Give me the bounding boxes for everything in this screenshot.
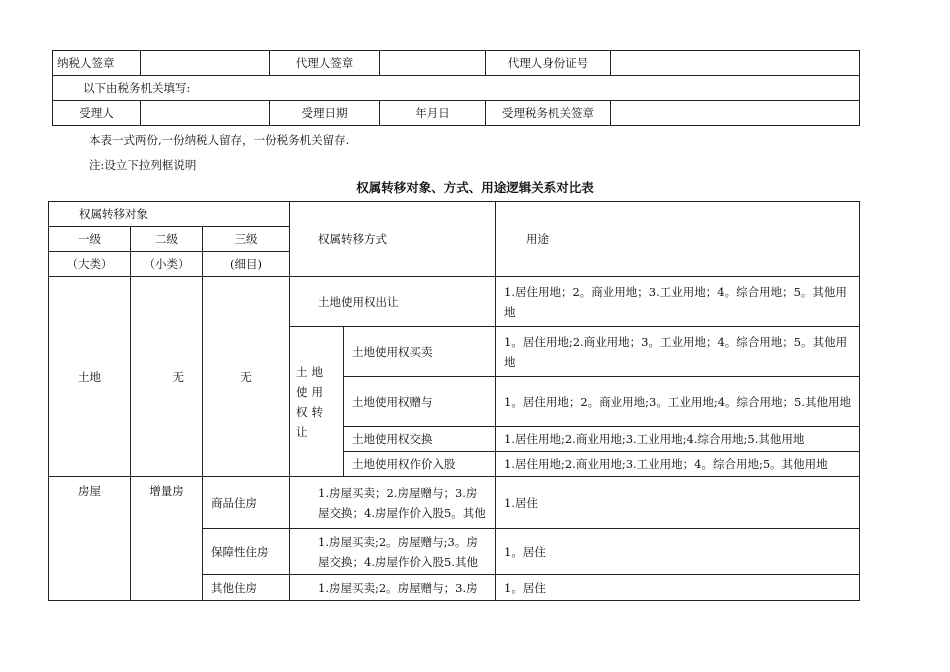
agent-id-field[interactable]	[611, 51, 860, 76]
land-transfer-group: 土地使用权转让	[290, 327, 344, 477]
land-transfer-use: 1.居住用地;2.商业用地;3.工业用地；4。综合用地;5。其他用地	[496, 452, 860, 477]
land-transfer-method: 土地使用权交换	[344, 427, 496, 452]
house-use: 1.居住	[496, 477, 860, 529]
house-level1: 房屋	[49, 477, 131, 601]
house-use: 1。居住	[496, 575, 860, 601]
dropdown-note: 注:设立下拉列框说明	[89, 158, 197, 172]
agent-seal-label: 代理人签章	[270, 51, 380, 76]
signature-form-table	[52, 50, 860, 126]
receive-date-field[interactable]: 年月日	[380, 101, 486, 126]
tax-office-seal-field[interactable]	[611, 101, 860, 126]
header-method: 权属转移方式	[290, 202, 496, 277]
land-transfer-method: 土地使用权买卖	[344, 327, 496, 377]
land-transfer-use: 1.居住用地;2.商业用地;3.工业用地;4.综合用地;5.其他用地	[496, 427, 860, 452]
header-level1-sub: （大类）	[49, 252, 131, 277]
land-sale-method: 土地使用权出让	[290, 277, 496, 327]
header-level3: 三级	[203, 227, 290, 252]
tax-office-seal-label: 受理税务机关签章	[486, 101, 611, 126]
agent-seal-field[interactable]	[380, 51, 486, 76]
house-level3: 其他住房	[203, 575, 290, 601]
receiver-field[interactable]	[141, 101, 270, 126]
land-transfer-use: 1。居住用地；2。商业用地;3。工业用地;4。综合用地；5.其他用地	[496, 377, 860, 427]
receive-date-label: 受理日期	[270, 101, 380, 126]
house-method: 1.房屋买卖;2。房屋赠与;3。房屋交换；4.房屋作价入股5.其他	[290, 529, 496, 575]
taxpayer-seal-field[interactable]	[141, 51, 270, 76]
land-level1: 土地	[49, 277, 131, 477]
comparison-table	[48, 201, 860, 601]
land-transfer-use: 1。居住用地;2.商业用地；3。工业用地；4。综合用地；5。其他用地	[496, 327, 860, 377]
house-level2: 增量房	[131, 477, 203, 601]
land-transfer-method: 土地使用权赠与	[344, 377, 496, 427]
land-level3: 无	[203, 277, 290, 477]
table-title: 权属转移对象、方式、用途逻辑关系对比表	[356, 180, 594, 195]
header-level2-sub: （小类）	[131, 252, 203, 277]
copies-note: 本表一式两份,一份纳税人留存，一份税务机关留存.	[89, 133, 350, 147]
house-use: 1。居住	[496, 529, 860, 575]
taxpayer-seal-label: 纳税人签章	[53, 51, 141, 76]
house-level3: 商品住房	[203, 477, 290, 529]
land-level2: 无	[131, 277, 203, 477]
house-method: 1.房屋买卖;2。房屋赠与；3.房	[290, 575, 496, 601]
land-transfer-method: 土地使用权作价入股	[344, 452, 496, 477]
agent-id-label: 代理人身份证号	[486, 51, 611, 76]
tax-office-fill-note: 以下由税务机关填写:	[53, 76, 860, 101]
header-level2: 二级	[131, 227, 203, 252]
header-use: 用途	[496, 202, 860, 277]
table-row	[49, 277, 860, 327]
header-level1: 一级	[49, 227, 131, 252]
land-sale-use: 1.居住用地；2。商业用地；3.工业用地；4。综合用地；5。其他用地	[496, 277, 860, 327]
house-method: 1.房屋买卖；2.房屋赠与；3.房屋交换；4.房屋作价入股5。其他	[290, 477, 496, 529]
house-level3: 保障性住房	[203, 529, 290, 575]
header-object: 权属转移对象	[49, 202, 290, 227]
table-row	[49, 477, 860, 529]
header-level3-sub: (细目)	[203, 252, 290, 277]
receiver-label: 受理人	[53, 101, 141, 126]
